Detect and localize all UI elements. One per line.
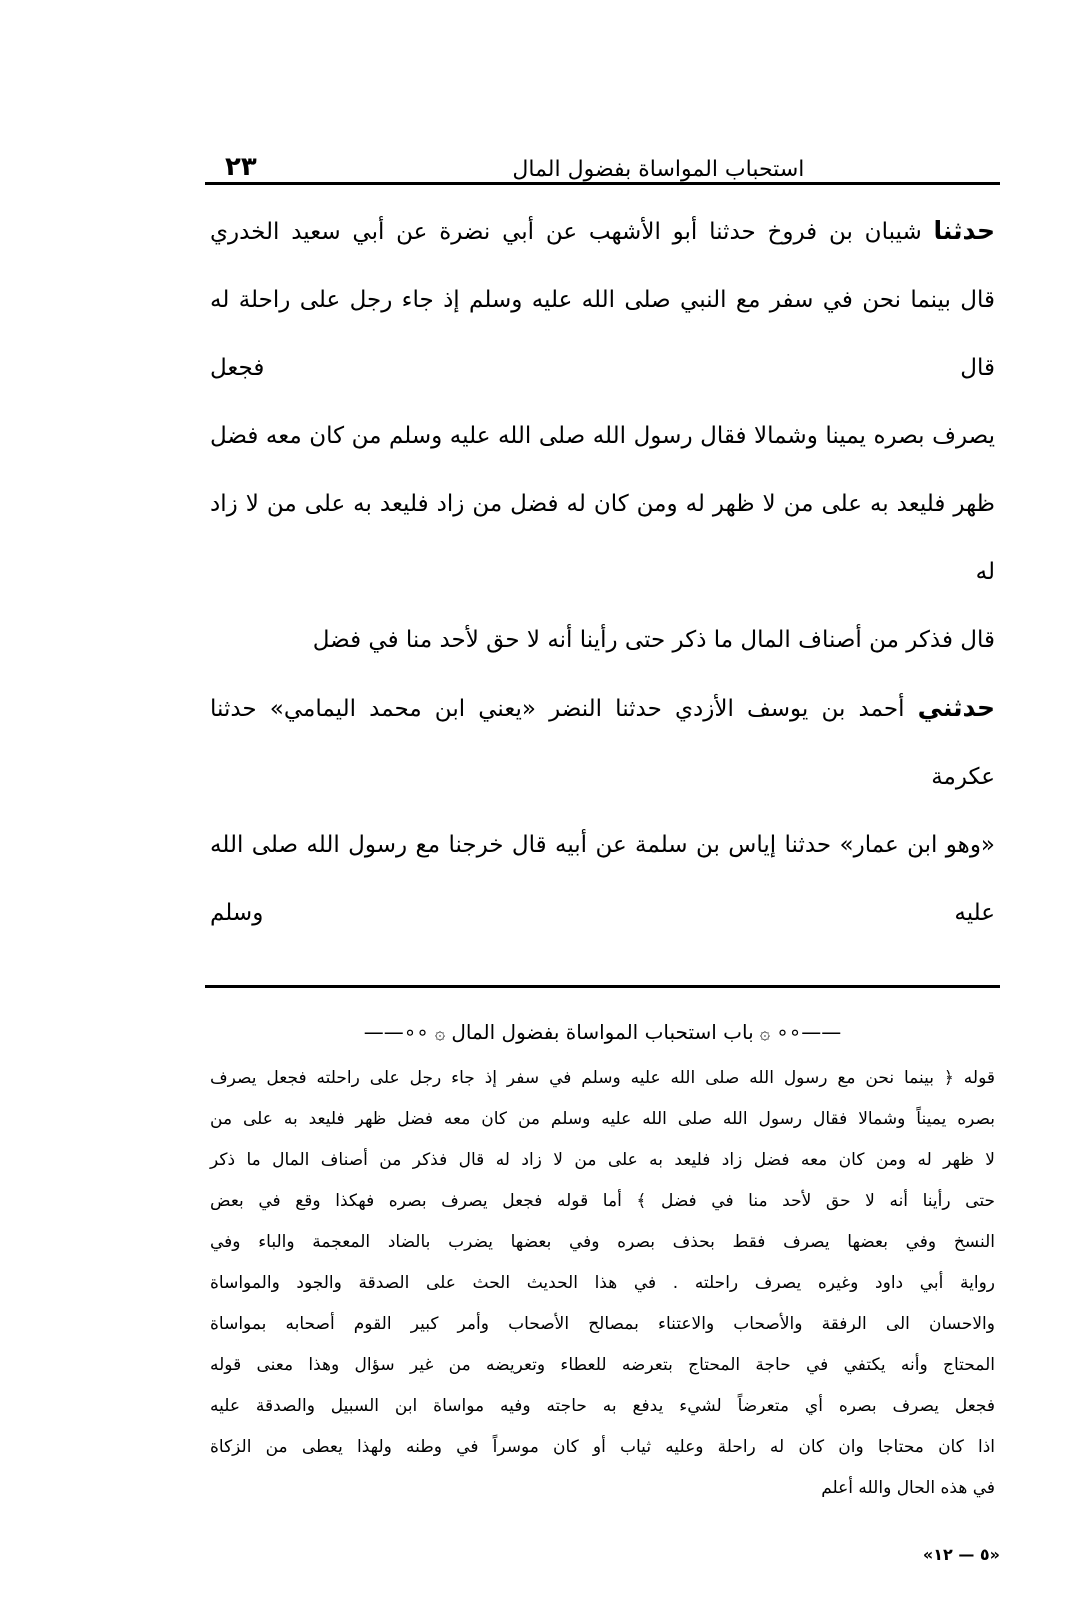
hadith-lead-word: حدثنا <box>933 216 995 245</box>
running-header <box>205 136 1000 182</box>
commentary-line: قوله ﴿ بينما نحن مع رسول الله صلى الله عليه وسلم في سفر إذ جاء رجل على راحلته فجعل يصرف <box>210 1068 995 1088</box>
signature-mark: «٥ — ١٢» <box>922 1545 1000 1564</box>
commentary-line: اذا كان محتاجا وان كان له راحلة وعليه ثياب أو كان موسراً في وطنه ولهذا يعطى من الزكاة <box>210 1437 995 1457</box>
commentary-line: المحتاج وأنه يكتفي في حاجة المحتاج بتعرضه للعطاء وتعريضه من غير سؤال وهذا معنى قوله <box>210 1355 995 1375</box>
hadith-line-text: شيبان بن فروخ حدثنا أبو الأشهب عن أبي نضرة عن أبي سعيد الخدري <box>210 219 922 245</box>
hadith-line <box>210 197 995 266</box>
hadith-text <box>205 185 1000 985</box>
section-rule <box>205 985 1000 988</box>
commentary-line: فجعل يصرف بصره أي متعرضاً لشيء يدفع به حاجته وفيه مواساة ابن السبيل والصدقة عليه <box>210 1396 995 1416</box>
hadith-line: يصرف بصره يمينا وشمالا فقال رسول الله صلى الله عليه وسلم من كان معه فضل <box>210 423 995 449</box>
commentary-line: النسخ وفي بعضها يصرف فقط بحذف بصره وفي بعضها يضرب بالضاد المعجمة والباء وفي <box>210 1232 995 1252</box>
hadith-line: «وهو ابن عمار» حدثنا إياس بن سلمة عن أبيه قال خرجنا مع رسول الله صلى الله عليه وسلم <box>210 832 995 926</box>
chapter-heading <box>205 1020 1000 1044</box>
ornament-icon: ۞ <box>434 1023 446 1044</box>
running-header-title: استحباب المواساة بفضول المال <box>512 157 805 182</box>
hadith-line <box>210 674 995 811</box>
hadith-line: ظهر فليعد به على من لا ظهر له ومن كان له فضل من زاد فليعد به على من لا زاد له <box>210 491 995 585</box>
commentary-line: في هذه الحال والله أعلم <box>821 1478 995 1498</box>
heading-dash-right: ∘∘—— <box>363 1020 429 1044</box>
commentary-line: لا ظهر له ومن كان معه فضل زاد فليعد به على من لا زاد له قال فذكر من أصناف المال ما ذكر <box>210 1150 995 1170</box>
hadith-line: قال بينما نحن في سفر مع النبي صلى الله عليه وسلم إذ جاء رجل على راحلة له قال فجعل <box>210 287 995 381</box>
ornament-icon: ۞ <box>759 1023 771 1044</box>
hadith-line: قال فذكر من أصناف المال ما ذكر حتى رأينا أنه لا حق لأحد منا في فضل <box>312 627 995 653</box>
chapter-heading-text: باب استحباب المواساة بفضول المال <box>451 1020 754 1044</box>
commentary-line: رواية أبي داود وغيره يصرف راحلته . في هذا الحديث الحث على الصدقة والجود والمواساة <box>210 1273 995 1293</box>
commentary-line: حتى رأينا أنه لا حق لأحد منا في فضل ﴾ أما قوله فجعل يصرف بصره فهكذا وقع في بعض <box>210 1191 995 1211</box>
commentary-text <box>205 1058 1000 1509</box>
commentary-line: والاحسان الى الرفقة والأصحاب والاعتناء بمصالح الأصحاب وأمر كبير القوم أصحابه بمواساة <box>210 1314 995 1334</box>
hadith-line-text: أحمد بن يوسف الأزدي حدثنا النضر «يعني ابن محمد اليمامي» حدثنا عكرمة <box>210 696 995 790</box>
commentary-line: بصره يميناً وشمالا فقال رسول الله صلى الله عليه وسلم من كان معه فضل ظهر فليعد به على من <box>210 1109 995 1129</box>
hadith-lead-word: حدثني <box>917 693 996 722</box>
heading-dash-left: ——∘∘ <box>776 1020 842 1044</box>
page-number: ٢٣ <box>225 152 257 182</box>
